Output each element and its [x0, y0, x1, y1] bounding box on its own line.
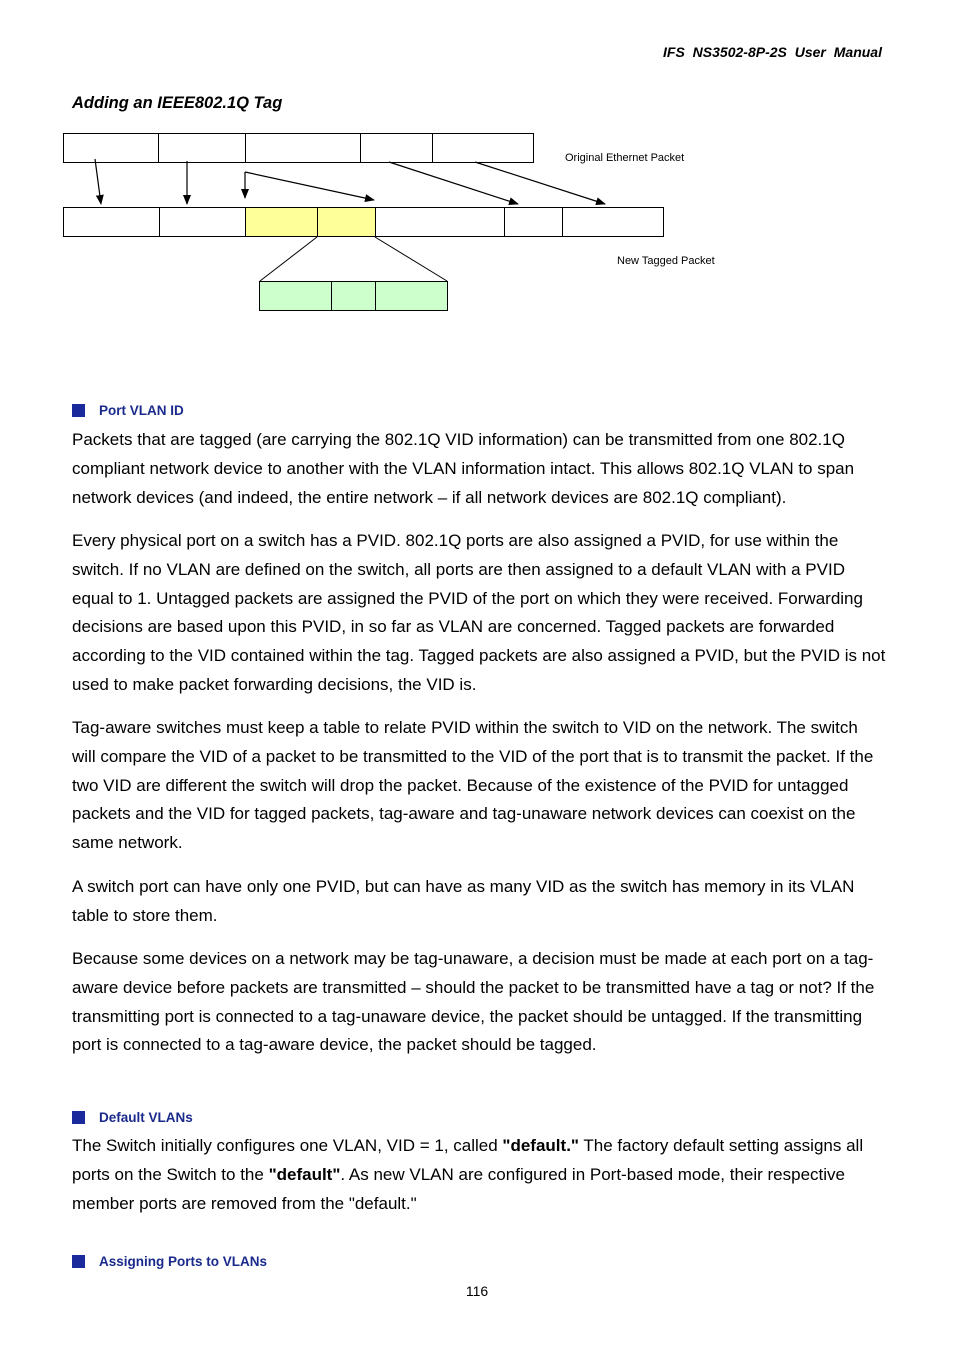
- original-field: [159, 134, 246, 163]
- bold-default-label: "default.": [502, 1136, 579, 1155]
- tci-field-vid: [376, 282, 448, 311]
- section-bullet-icon: [72, 404, 85, 417]
- section-bullet-icon: [72, 1255, 85, 1268]
- tagged-field: [563, 208, 664, 237]
- paragraph: Tag-aware switches must keep a table to relate PVID within the switch to VID on the network. The switch will compare the VID of a packet to be transmitted to the VID of the port that is to transmit the packet. If the two VID are different the switch will drop the packet. Because of the existence of the PVID for untagged packets and the VID for tagged packets, tag-aware and tag-unaware network devices can coexist on the same network.: [72, 718, 874, 853]
- ieee8021q-tag-diagram: [0, 120, 954, 320]
- tag-field-tci: [318, 208, 376, 237]
- original-field: [361, 134, 433, 163]
- tagged-field: [376, 208, 505, 237]
- tci-breakdown: [260, 282, 448, 311]
- tagged-field: [505, 208, 563, 237]
- page-number: 116: [465, 1283, 489, 1299]
- section-heading-text: Assigning Ports to VLANs: [99, 1254, 268, 1269]
- tci-expansion-lines: [260, 237, 447, 281]
- paragraph-default-vlans: [72, 1132, 886, 1218]
- manual-header: IFS NS3502-8P-2S User Manual: [663, 44, 882, 60]
- text-segment: The Switch initially configures one VLAN, VID = 1, called: [72, 1136, 503, 1155]
- label-new-packet: New Tagged Packet: [617, 255, 715, 267]
- paragraph: Every physical port on a switch has a PVID. 802.1Q ports are also assigned a PVID, for use within the switch. If no VLAN are defined on the switch, all ports are then assigned to a default VLAN with a PVID equal to 1. Untagged packets are assigned the PVID of the port on which they were received. Forwarding decisions are based upon this PVID, in so far as VLAN are concerned. Tagged packets are forwarded according to the VID contained within the tag. Tagged packets are also assigned a PVID, but the PVID is not used to make packet forwarding decisions, the VID is.: [72, 531, 886, 694]
- section-heading-text: Default VLANs: [99, 1110, 193, 1125]
- mapping-arrows: [95, 159, 605, 204]
- paragraph: Because some devices on a network may be tag-unaware, a decision must be made at each port on a tag-aware device before packets are transmitted – should the packet to be transmitted have a tag or not? If the transmitting port is connected to a tag-unaware device, the packet should be untagged. If the transmitting port is connected to a tag-aware device, the packet should be tagged.: [72, 949, 875, 1055]
- section-heading-text: Port VLAN ID: [99, 403, 184, 418]
- section-heading-port-vlan-id: [72, 403, 184, 418]
- original-field: [433, 134, 534, 163]
- bold-default-label: "default": [268, 1164, 341, 1184]
- section-heading-default-vlans: [72, 1110, 193, 1125]
- paragraph: Packets that are tagged (are carrying the 802.1Q VID information) can be transmitted from one 802.1Q compliant network device to another with the VLAN information intact. This allows 802.1Q VLAN to span network devices (and indeed, the entire network – if all network devices are 802.1Q compliant).: [72, 430, 855, 507]
- text-segment: The factory default setting assigns all ports on the Switch to the: [72, 1136, 864, 1184]
- tci-field-priority: [260, 282, 332, 311]
- tag-field-tpid: [246, 208, 318, 237]
- text-segment: . As new VLAN are configured in Port-based mode, their respective member ports are removed from the "default.": [72, 1164, 846, 1213]
- section-bullet-icon: [72, 1111, 85, 1124]
- section-heading-assigning-ports: [72, 1254, 267, 1269]
- original-packet: [64, 134, 534, 163]
- original-field: [64, 134, 159, 163]
- figure-title: Adding an IEEE802.1Q Tag: [72, 94, 283, 112]
- original-field: [246, 134, 361, 163]
- tagged-field: [64, 208, 160, 237]
- label-original-packet: Original Ethernet Packet: [565, 152, 685, 164]
- tci-field-cfi: [332, 282, 376, 311]
- paragraph: A switch port can have only one PVID, but can have as many VID as the switch has memory in its VLAN table to store them.: [72, 877, 855, 925]
- tagged-packet: [64, 208, 664, 237]
- tagged-field: [160, 208, 246, 237]
